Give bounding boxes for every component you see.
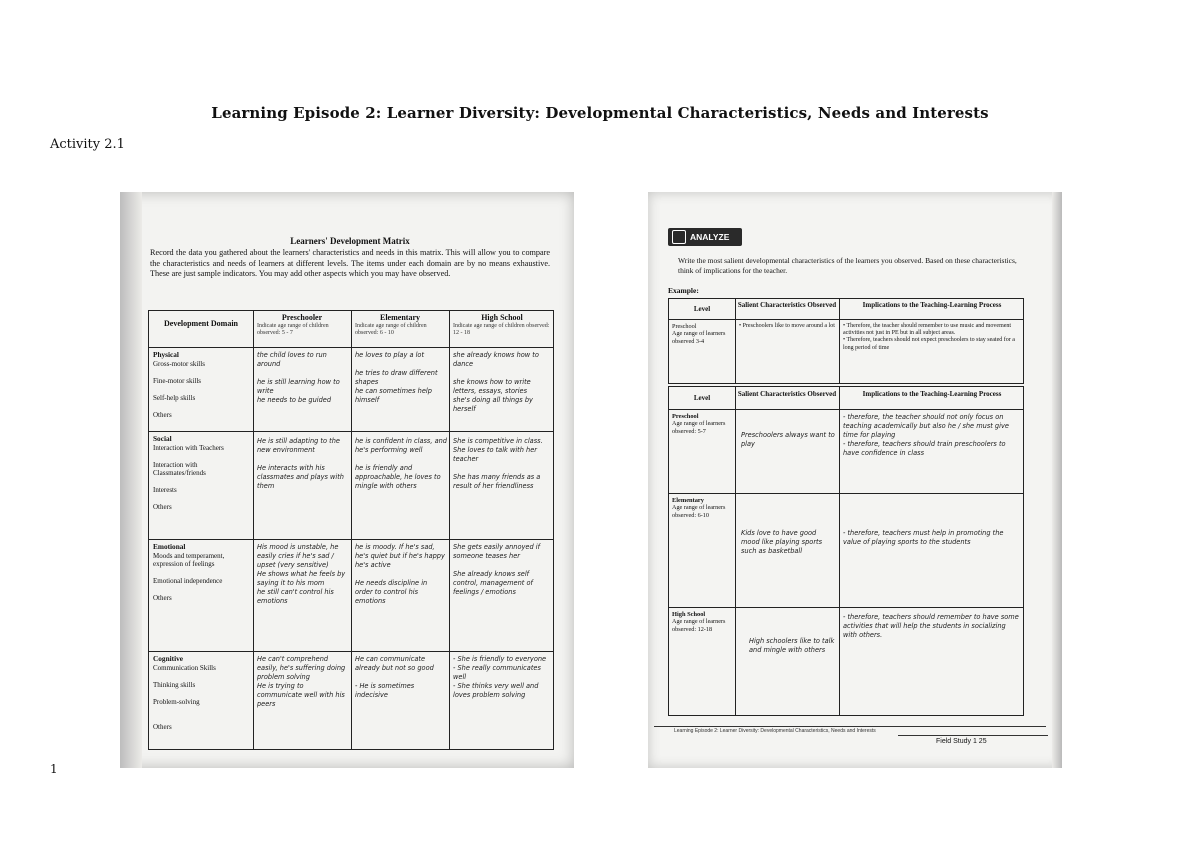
analyze-col-divider xyxy=(735,387,736,715)
scan-footer-rule xyxy=(654,726,1046,727)
matrix-row-divider xyxy=(149,347,553,348)
domain-physical xyxy=(153,351,249,419)
example-table xyxy=(668,298,1024,384)
level-elementary xyxy=(672,497,732,519)
matrix-col-divider xyxy=(253,311,254,749)
scanned-page-matrix xyxy=(120,192,574,768)
matrix-title: Learners' Development Matrix xyxy=(290,236,410,246)
analyze-header-level: Level xyxy=(693,394,711,402)
level-elementary-name: Elementary xyxy=(672,497,704,504)
header-preschooler: Preschooler xyxy=(281,313,323,322)
domain-emotional xyxy=(153,543,249,603)
header-high-school-age: Indicate age range of children observed: 12 - 18 xyxy=(453,323,550,336)
matrix-row-divider xyxy=(149,651,553,652)
domain-emotional-items: Moods and temperament, expression of feelings Emotional independence Others xyxy=(153,551,225,602)
handwriting-preschool-implication: - therefore, the teacher should not only focus on teaching academically but also he / she must give time for playing - therefore, teachers should train preschoolers to have confidence in class xyxy=(843,413,1009,457)
header-high-school: High School xyxy=(481,313,523,322)
analyze-table xyxy=(668,386,1024,716)
handwriting-social-elementary: he is confident in class, and he's performing well he is friendly and approachable, he loves to mingle with others xyxy=(355,437,447,490)
handwriting-emotional-highschool: She gets easily annoyed if someone teases her She already knows self control, management of feelings / emotions xyxy=(453,543,540,596)
analyze-header-characteristics: Salient Characteristics Observed xyxy=(737,390,837,398)
page-title: Learning Episode 2: Learner Diversity: Developmental Characteristics, Needs and Interests xyxy=(211,104,989,122)
handwriting-social-preschool: He is still adapting to the new environment He interacts with his classmates and plays with them xyxy=(257,437,344,490)
analyze-icon xyxy=(672,230,686,244)
example-col-divider xyxy=(735,299,736,383)
analyze-badge-label: ANALYZE xyxy=(690,232,730,242)
handwriting-cognitive-elementary: He can communicate already but not so good - He is sometimes indecisive xyxy=(355,655,434,699)
analyze-header-implications: Implications to the Teaching-Learning Process xyxy=(862,390,1002,398)
example-row-divider xyxy=(669,319,1023,320)
example-header-characteristics: Salient Characteristics Observed xyxy=(737,301,837,309)
level-preschool-name: Preschool xyxy=(672,413,699,420)
header-elementary: Elementary xyxy=(380,313,420,322)
example-level: Preschool Age range of learners observed 3-4 xyxy=(672,323,726,345)
domain-social xyxy=(153,435,249,512)
example-label: Example: xyxy=(668,286,699,295)
analyze-col-divider xyxy=(839,387,840,715)
domain-emotional-name: Emotional xyxy=(153,542,186,551)
scan-footer-left: Learning Episode 2: Learner Diversity: Developmental Characteristics, Needs and Interests xyxy=(674,728,876,734)
level-highschool xyxy=(672,611,732,633)
example-header-level: Level xyxy=(693,305,711,313)
domain-cognitive xyxy=(153,655,249,732)
handwriting-highschool-implication: - therefore, teachers should remember to have some activities that will help the students in socializing with others. xyxy=(843,613,1019,639)
matrix-row-divider xyxy=(149,431,553,432)
level-elementary-age: Age range of learners observed: 6-10 xyxy=(672,504,726,519)
handwriting-social-highschool: She is competitive in class. She loves to talk with her teacher She has many friends as a result of her friendliness xyxy=(453,437,543,490)
example-col-divider xyxy=(839,299,840,383)
analyze-instructions: Write the most salient developmental characteristics of the learners you observed. Based on these characteristics, think of implications for the teacher. xyxy=(678,256,1017,275)
handwriting-physical-elementary: he loves to play a lot he tries to draw different shapes he can sometimes help himself xyxy=(355,351,438,404)
handwriting-elementary-characteristic: Kids love to have good mood like playing sports such as basketball xyxy=(741,529,823,555)
page-number: 1 xyxy=(50,762,58,776)
handwriting-preschool-characteristic: Preschoolers always want to play xyxy=(741,431,835,448)
matrix-intro: Record the data you gathered about the learners' characteristics and needs in this matrix. This will allow you to compare the characteristics and needs of learners at different levels. The items under each domain are by no means exhaustive. These are just sample indicators. You may add other aspects which you may have observed. xyxy=(150,248,550,278)
activity-label: Activity 2.1 xyxy=(50,137,125,152)
scanned-page-analyze xyxy=(648,192,1062,768)
domain-social-name: Social xyxy=(153,434,172,443)
scan-edge-shadow xyxy=(1052,192,1062,768)
matrix-row-divider xyxy=(149,539,553,540)
level-preschool-age: Age range of learners observed: 5-7 xyxy=(672,420,726,435)
handwriting-highschool-characteristic: High schoolers like to talk and mingle with others xyxy=(749,637,835,654)
example-characteristic: • Preschoolers like to move around a lot xyxy=(739,323,835,329)
domain-social-items: Interaction with Teachers Interaction with Classmates/friends Interests Others xyxy=(153,443,224,511)
analyze-row-divider xyxy=(669,607,1023,608)
handwriting-emotional-elementary: he is moody. If he's sad, he's quiet but if he's happy he's active He needs discipline in order to control his emotions xyxy=(355,543,445,605)
header-elementary-age: Indicate age range of children observed: 6 - 10 xyxy=(355,323,427,336)
domain-cognitive-name: Cognitive xyxy=(153,654,183,663)
level-highschool-name: High School xyxy=(672,611,706,618)
scan-edge-shadow xyxy=(120,192,142,768)
handwriting-elementary-implication: - therefore, teachers must help in promoting the value of playing sports to the students xyxy=(843,529,1004,546)
handwriting-emotional-preschool: His mood is unstable, he easily cries if he's sad / upset (very sensitive) He shows what he feels by saying it to his mom he still can't control his emotions xyxy=(257,543,346,605)
handwriting-physical-preschool: the child loves to run around he is still learning how to write he needs to be guided xyxy=(257,351,340,404)
scan-footer-rule-right xyxy=(898,735,1048,736)
level-highschool-age: Age range of learners observed: 12-18 xyxy=(672,618,726,633)
example-implications: • Therefore, the teacher should remember to use music and movement activities not just in PE but in all subject areas. • Therefore, teachers should not expect preschoolers to stay seated for a long period of time xyxy=(843,323,1015,351)
scan-footer-right: Field Study 1 25 xyxy=(936,738,987,745)
matrix-col-divider xyxy=(449,311,450,749)
header-development-domain: Development Domain xyxy=(164,319,238,328)
matrix-col-divider xyxy=(351,311,352,749)
analyze-row-divider xyxy=(669,409,1023,410)
domain-physical-items: Gross-motor skills Fine-motor skills Self-help skills Others xyxy=(153,359,205,419)
handwriting-cognitive-preschool: He can't comprehend easily, he's suffering doing problem solving He is trying to communicate well with his peers xyxy=(257,655,346,708)
handwriting-physical-highschool: she already knows how to dance she knows how to write letters, essays, stories she's doing all things by herself xyxy=(453,351,539,413)
domain-cognitive-items: Communication Skills Thinking skills Problem-solving Others xyxy=(153,663,216,731)
analyze-row-divider xyxy=(669,493,1023,494)
development-matrix-table xyxy=(148,310,554,750)
analyze-badge xyxy=(668,228,742,246)
level-preschool xyxy=(672,413,732,435)
handwriting-cognitive-highschool: - She is friendly to everyone - She really communicates well - She thinks very well and loves problem solving xyxy=(453,655,547,699)
example-header-implications: Implications to the Teaching-Learning Process xyxy=(862,301,1002,309)
header-preschooler-age: Indicate age range of children observed: 5 - 7 xyxy=(257,323,329,336)
domain-physical-name: Physical xyxy=(153,350,179,359)
